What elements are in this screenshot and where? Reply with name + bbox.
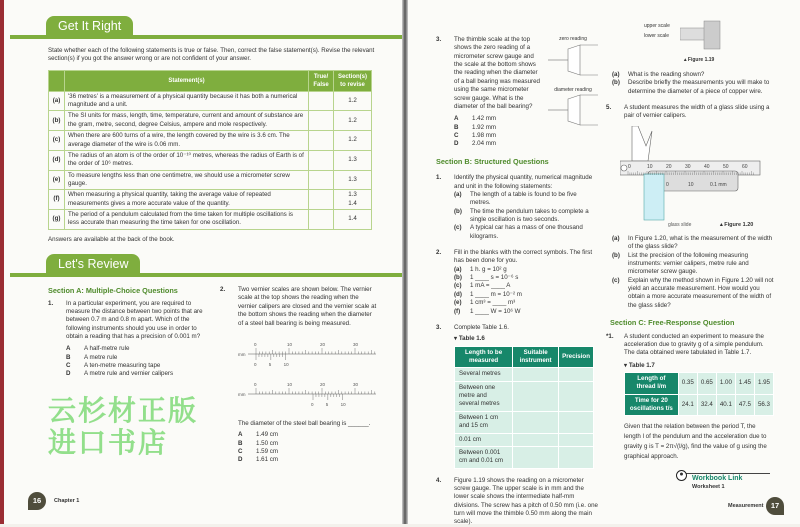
table-row xyxy=(49,150,372,170)
question-3 xyxy=(436,36,540,149)
blank-cell[interactable] xyxy=(559,368,594,381)
statement-cell: The period of a pendulum calculated from the time taken for multiple oscillations is less accurate than measuring the time taken for one oscillation. xyxy=(65,210,309,230)
chapter-label: Measurement xyxy=(728,503,764,509)
option-key: D xyxy=(454,140,459,148)
lets-review-header xyxy=(10,254,404,277)
get-it-right-header xyxy=(10,16,404,39)
blank-cell[interactable] xyxy=(513,381,559,411)
option-text: 1 ____ s = 10⁻⁶ s xyxy=(470,274,519,282)
length-cell: Several metres xyxy=(455,368,513,381)
statement-cell: The SI units for mass, length, time, temperature, current and amount of substance are the gram, metre, second, degree Celsius, ampere and mole respectively. xyxy=(65,111,309,131)
option xyxy=(66,345,208,353)
main-tick-label: 10 xyxy=(647,163,653,170)
vernier-scales-figure xyxy=(238,336,378,418)
option-text: 1 ____ m = 10⁻² m xyxy=(470,290,522,298)
get-it-right-tab: Get It Right xyxy=(46,16,133,35)
question-number: *1. xyxy=(606,332,614,340)
length-cell: Between 0.001 cm and 0.01 cm xyxy=(455,446,513,468)
option xyxy=(454,299,598,307)
option xyxy=(612,79,774,96)
instructions: State whether each of the following statements is true or false. Then, correct the false statement(s). Revise the relevant section(s) if you got the answer wrong or are not confident of your answer. xyxy=(48,47,375,63)
statement-cell: When there are 600 turns of a wire, the length covered by the wire is 3.6 cm. The average diameter of the wire is 0.06 mm. xyxy=(65,131,309,151)
section-header: Section(s) to revise xyxy=(334,70,372,91)
value-cell: 1.00 xyxy=(716,372,735,394)
option xyxy=(238,456,378,464)
main-tick-label: 10 xyxy=(287,381,293,387)
option-text: 1 cm³ = ____ m³ xyxy=(470,299,516,307)
row-label: (f) xyxy=(49,190,65,210)
chapter-label: Chapter 1 xyxy=(54,498,80,504)
option xyxy=(454,291,598,299)
value-cell: 47.5 xyxy=(735,394,754,416)
main-tick-label: 40 xyxy=(704,163,710,170)
figure-label: diameter reading xyxy=(554,86,592,93)
micrometer-icon xyxy=(680,20,722,52)
table-header: Suitable instrument xyxy=(513,346,559,368)
workbook-link-icon: ● xyxy=(676,470,687,481)
statement-header: Statement(s) xyxy=(65,70,309,91)
question-text: The thimble scale at the top shows the zero reading of a micrometer screw gauge and the scale at the bottom shows the reading when the diameter of a ball bearing was measured using the same micrometer screw gauge. What is the diameter of the ball bearing? xyxy=(454,36,540,110)
option-key: (f) xyxy=(454,307,461,315)
row-label: (b) xyxy=(49,111,65,131)
row-header: Time for 20 oscillations t/s xyxy=(625,394,679,416)
answers-note: Answers are available at the back of the book. xyxy=(48,235,175,243)
blank-cell[interactable] xyxy=(513,446,559,468)
question-text: Fill in the blanks with the correct symbols. The first has been done for you. xyxy=(454,249,593,265)
right-page-left-column xyxy=(436,36,598,527)
section-cell: 1.2 xyxy=(334,111,372,131)
question-text: A student conducted an experiment to measure the acceleration due to gravity g of a simple pendulum. The data obtained were tabulated in Table 1.7. xyxy=(624,332,764,357)
option-text: A metre rule and vernier calipers xyxy=(84,370,174,378)
table-row xyxy=(49,190,372,210)
statement-cell: '36 metres' is a measurement of a physical quantity because it has both a numerical magnitude and a unit. xyxy=(65,91,309,111)
watermark: 云杉材正版进口书店 xyxy=(48,393,199,460)
option-text: 1 ____ W = 10⁶ W xyxy=(470,307,521,315)
option xyxy=(454,274,598,282)
option xyxy=(612,252,774,277)
table-row xyxy=(455,368,594,381)
table-row xyxy=(455,446,594,468)
option xyxy=(454,191,598,208)
table-row xyxy=(455,411,594,433)
value-cell: 1.95 xyxy=(754,372,773,394)
blank-cell[interactable] xyxy=(513,433,559,446)
option xyxy=(454,115,540,123)
structured-question-4 xyxy=(436,477,598,527)
option-key: (b) xyxy=(454,274,462,282)
section-cell: 1.4 xyxy=(334,210,372,230)
value-cell: 32.4 xyxy=(697,394,716,416)
option-text: 1.59 cm xyxy=(256,447,279,455)
table-label: ▾ Table 1.7 xyxy=(624,361,655,369)
figure-1-19 xyxy=(644,20,774,66)
main-tick-label: 20 xyxy=(320,381,326,387)
vernier-label: 10 xyxy=(688,181,694,188)
vernier-label: 0.1 mm xyxy=(710,181,727,188)
option-key: C xyxy=(238,447,243,455)
blank-cell[interactable] xyxy=(559,411,594,433)
row-label: (d) xyxy=(49,150,65,170)
option-text: 1.98 mm xyxy=(472,131,497,139)
option-key: (d) xyxy=(454,290,462,298)
section-a-heading: Section A: Multiple-Choice Questions xyxy=(48,286,178,296)
vernier-tick-label: 10 xyxy=(283,361,289,367)
option xyxy=(66,370,208,378)
length-cell: Between one metre and several metres xyxy=(455,381,513,411)
blank-cell[interactable] xyxy=(513,368,559,381)
table-1-7 xyxy=(624,372,774,416)
upper-scale-label: upper scale xyxy=(644,23,670,29)
question-number: 1. xyxy=(436,174,442,182)
unit-label: mm xyxy=(238,351,246,357)
length-cell: Between 1 cm and 15 cm xyxy=(455,411,513,433)
question-number: 4. xyxy=(436,476,442,484)
unit-label: mm xyxy=(238,391,246,397)
vernier-label: 0 xyxy=(666,181,669,188)
option xyxy=(454,282,598,290)
caliper-screw xyxy=(621,165,627,171)
option-key: A xyxy=(238,431,243,439)
main-tick-label: 60 xyxy=(742,163,748,170)
value-cell: 0.35 xyxy=(678,372,697,394)
value-cell: 0.65 xyxy=(697,372,716,394)
structured-question-2 xyxy=(436,249,598,316)
value-cell: 40.1 xyxy=(716,394,735,416)
question-1 xyxy=(48,300,208,379)
option-text: In Figure 1.20, what is the measurement of the width of the glass slide? xyxy=(628,234,773,251)
option xyxy=(238,431,378,439)
question-text: Identify the physical quantity, numerical magnitude and unit in the following statements: xyxy=(454,174,593,190)
workbook-link-title: Workbook Link xyxy=(692,475,743,483)
blank-cell[interactable] xyxy=(559,433,594,446)
value-cell: 24.1 xyxy=(678,394,697,416)
option-key: (a) xyxy=(612,71,620,78)
vernier-tick-label: 10 xyxy=(340,401,346,407)
table-row xyxy=(49,210,372,230)
option-key: B xyxy=(66,353,71,361)
main-tick-label: 0 xyxy=(254,341,257,347)
option-text: The time the pendulum takes to complete a single oscillation is two seconds. xyxy=(470,207,589,223)
blank-header xyxy=(49,70,65,91)
value-cell: 1.45 xyxy=(735,372,754,394)
question-number: 2. xyxy=(220,286,226,294)
section-cell: 1.2 xyxy=(334,131,372,151)
option-key: A xyxy=(454,115,459,123)
table-row xyxy=(49,131,372,151)
right-page xyxy=(406,0,800,524)
option-text: 1.49 cm xyxy=(256,431,279,439)
workbook-link[interactable] xyxy=(679,471,770,491)
question-number: 3. xyxy=(436,36,442,43)
option-text: 1.50 cm xyxy=(256,439,279,447)
blank-cell[interactable] xyxy=(559,381,594,411)
table-row xyxy=(49,170,372,190)
question-5-parts xyxy=(606,235,774,310)
true-false-input[interactable] xyxy=(309,210,334,230)
question-text: A student measures the width of a glass slide using a pair of vernier calipers. xyxy=(624,104,770,120)
table-row xyxy=(49,91,372,111)
option-key: C xyxy=(66,362,71,370)
get-it-right-content xyxy=(10,39,380,244)
main-tick-label: 20 xyxy=(320,341,326,347)
option-text: What is the reading shown? xyxy=(628,71,705,78)
question-text: In a particular experiment, you are required to measure the distance between two points that are between 0.7 m and 0.8 m apart. Which of the following instruments should you use in order to obtain a reading that has a precision of 0.001 m? xyxy=(66,299,203,341)
table-1-6 xyxy=(454,346,594,469)
option-text: A metre rule xyxy=(84,353,118,361)
question-text: Figure 1.19 shows the reading on a micrometer screw gauge. The upper scale is in mm and the lower scale shows the intermediate half-mm divisions. The screw has a pitch of 0.50 mm (i.e. one turn will move the thimble 0.50 mm along the main scale). xyxy=(454,476,598,526)
section-cell: 1.2 xyxy=(334,91,372,111)
option xyxy=(66,362,208,370)
option xyxy=(66,354,208,362)
book-gutter xyxy=(402,0,408,524)
option xyxy=(454,124,540,132)
question-4-parts xyxy=(606,71,774,96)
glass-slide-label: glass slide xyxy=(668,221,692,228)
structured-question-1 xyxy=(436,174,598,241)
option-key: (a) xyxy=(612,234,620,242)
option-text: 1 mA = ____ A xyxy=(470,282,511,290)
option-key: D xyxy=(238,456,243,464)
main-tick-label: 0 xyxy=(254,381,257,387)
option-text: A half-metre rule xyxy=(84,345,130,353)
figure-label: zero reading xyxy=(559,36,587,42)
option-key: A xyxy=(66,345,71,353)
figure-1-20 xyxy=(620,126,774,230)
table-row xyxy=(455,433,594,446)
option-key: (a) xyxy=(454,265,462,273)
lets-review-tab: Let's Review xyxy=(46,254,140,273)
vernier-tick-label: 5 xyxy=(268,361,272,367)
option-text: The length of a table is found to be five metres. xyxy=(470,190,577,207)
option xyxy=(454,308,598,316)
page-number: 17 xyxy=(766,497,784,515)
page-number: 16 xyxy=(28,492,46,510)
question-followup: Given that the relation between the period T, the length l of the pendulum and the acceleration due to gravity g is T = 2π√(l/g), find the value of g using the graphical approach. xyxy=(624,423,767,461)
figure-caption: ▴ Figure 1.20 xyxy=(720,221,754,228)
option-text: List the precision of the following measuring instruments: vernier calipers, metre rule and micrometer screw gauge. xyxy=(628,251,749,276)
vernier-tick-label: 5 xyxy=(325,401,329,407)
option-text: Explain why the method shown in Figure 1.20 will not yield an accurate measurement. How would you obtain a more accurate measurement of the width of the glass slide? xyxy=(628,276,774,309)
main-tick-label: 30 xyxy=(685,163,691,170)
option xyxy=(454,132,540,140)
zero-reading-figure xyxy=(548,36,598,149)
option xyxy=(454,224,598,241)
main-tick-label: 30 xyxy=(353,341,359,347)
question-number: 1. xyxy=(48,299,54,307)
option xyxy=(612,277,774,310)
option-text: 1.92 mm xyxy=(472,123,497,131)
option-key: B xyxy=(238,439,243,447)
option-key: (b) xyxy=(612,79,620,87)
option-text: 2.04 mm xyxy=(472,140,497,148)
question-2 xyxy=(220,286,378,465)
main-tick-label: 0 xyxy=(628,163,631,170)
section-c-heading: Section C: Free-Response Question xyxy=(610,318,735,328)
row-label: (c) xyxy=(49,131,65,151)
true-false-input[interactable] xyxy=(309,170,334,190)
table-label: ▾ Table 1.6 xyxy=(454,335,485,343)
true-false-input[interactable] xyxy=(309,131,334,151)
question-number: 3. xyxy=(436,323,442,331)
value-cell: 56.3 xyxy=(754,394,773,416)
question-text: Two vernier scales are shown below. The vernier scale at the top shows the reading when the vernier calipers are closed and the vernier scale at the bottom shows the reading when the diameter of a steel ball bearing is being measured. xyxy=(238,286,377,327)
blank-cell[interactable] xyxy=(513,411,559,433)
row-header: Length of thread l/m xyxy=(625,372,679,394)
table-header: Precision xyxy=(559,346,594,368)
option-text: Describe briefly the measurements you will make to determine the diameter of a piece of copper wire. xyxy=(628,79,770,95)
question-3-block xyxy=(436,36,598,149)
option-text: A typical car has a mass of one thousand kilograms. xyxy=(470,224,583,240)
true-false-input[interactable] xyxy=(309,91,334,111)
true-false-input[interactable] xyxy=(309,190,334,210)
option-text: 1.61 cm xyxy=(256,456,279,464)
get-it-right-table xyxy=(48,70,372,230)
row-label: (g) xyxy=(49,210,65,230)
lower-scale-label: lower scale xyxy=(644,33,670,39)
question-text: Complete Table 1.6. xyxy=(454,323,509,331)
option-key: (c) xyxy=(454,282,462,290)
option-key: C xyxy=(454,131,459,139)
thimble-scale-icon xyxy=(548,43,598,78)
option xyxy=(612,71,774,79)
option xyxy=(238,440,378,448)
question-number: 2. xyxy=(436,249,442,257)
table-row xyxy=(49,111,372,131)
review-columns xyxy=(10,286,404,465)
row-label: (e) xyxy=(49,170,65,190)
statement-cell: The radius of an atom is of the order of 10⁻¹⁰ metres, whereas the radius of Earth is of the order of 10⁶ metres. xyxy=(65,150,309,170)
option xyxy=(454,140,540,148)
thimble-scale-icon xyxy=(548,93,598,128)
statement-cell: When measuring a physical quantity, taking the average value of repeated measurements gives a more accurate value of the quantity. xyxy=(65,190,309,210)
option xyxy=(454,266,598,274)
option-text: 1 h. g = 10² g xyxy=(470,265,507,273)
true-false-header: True/ False xyxy=(309,70,334,91)
main-tick-label: 10 xyxy=(287,341,293,347)
option-key: (b) xyxy=(454,207,462,215)
option xyxy=(612,235,774,252)
option-key: (e) xyxy=(454,299,462,307)
row-label: (a) xyxy=(49,91,65,111)
structured-question-5 xyxy=(606,104,774,121)
section-cell: 1.3 1.4 xyxy=(334,190,372,210)
section-cell: 1.3 xyxy=(334,170,372,190)
caliper-jaw xyxy=(632,126,652,161)
option xyxy=(238,448,378,456)
option-key: B xyxy=(454,123,459,131)
structured-question-3 xyxy=(436,324,598,469)
option-key: (c) xyxy=(612,276,620,284)
question-number: 5. xyxy=(606,104,612,112)
figure-caption: ▴ Figure 1.19 xyxy=(684,57,715,63)
question-prompt: The diameter of the steel ball bearing is ______. xyxy=(238,419,371,427)
main-tick-label: 50 xyxy=(723,163,729,170)
option-text: 1.42 mm xyxy=(472,115,497,123)
option-text: A ten-metre measuring tape xyxy=(84,362,161,370)
statement-cell: To measure lengths less than one centimetre, we should use a micrometer screw gauge. xyxy=(65,170,309,190)
option-key: (a) xyxy=(454,190,462,198)
glass-slide xyxy=(644,174,664,220)
left-page-flow xyxy=(10,16,404,465)
blank-cell[interactable] xyxy=(559,446,594,468)
true-false-input[interactable] xyxy=(309,150,334,170)
true-false-input[interactable] xyxy=(309,111,334,131)
option-key: (b) xyxy=(612,251,620,259)
section-b-heading: Section B: Structured Questions xyxy=(436,156,549,166)
table-row xyxy=(455,381,594,411)
option-key: (c) xyxy=(454,224,462,232)
option xyxy=(454,208,598,225)
option-key: D xyxy=(66,370,71,378)
worksheet-label: Worksheet 1 xyxy=(692,483,725,490)
review-column-left xyxy=(48,286,208,465)
vernier-tick-label: 0 xyxy=(311,401,314,407)
right-page-right-column xyxy=(606,20,774,491)
section-cell: 1.3 xyxy=(334,150,372,170)
free-response-question-1 xyxy=(606,333,774,463)
main-tick-label: 30 xyxy=(353,381,359,387)
table-header: Length to be measured xyxy=(455,346,513,368)
vernier-tick-label: 0 xyxy=(254,361,257,367)
main-tick-label: 20 xyxy=(666,163,672,170)
length-cell: 0.01 cm xyxy=(455,433,513,446)
vernier-calipers-figure xyxy=(620,126,770,222)
